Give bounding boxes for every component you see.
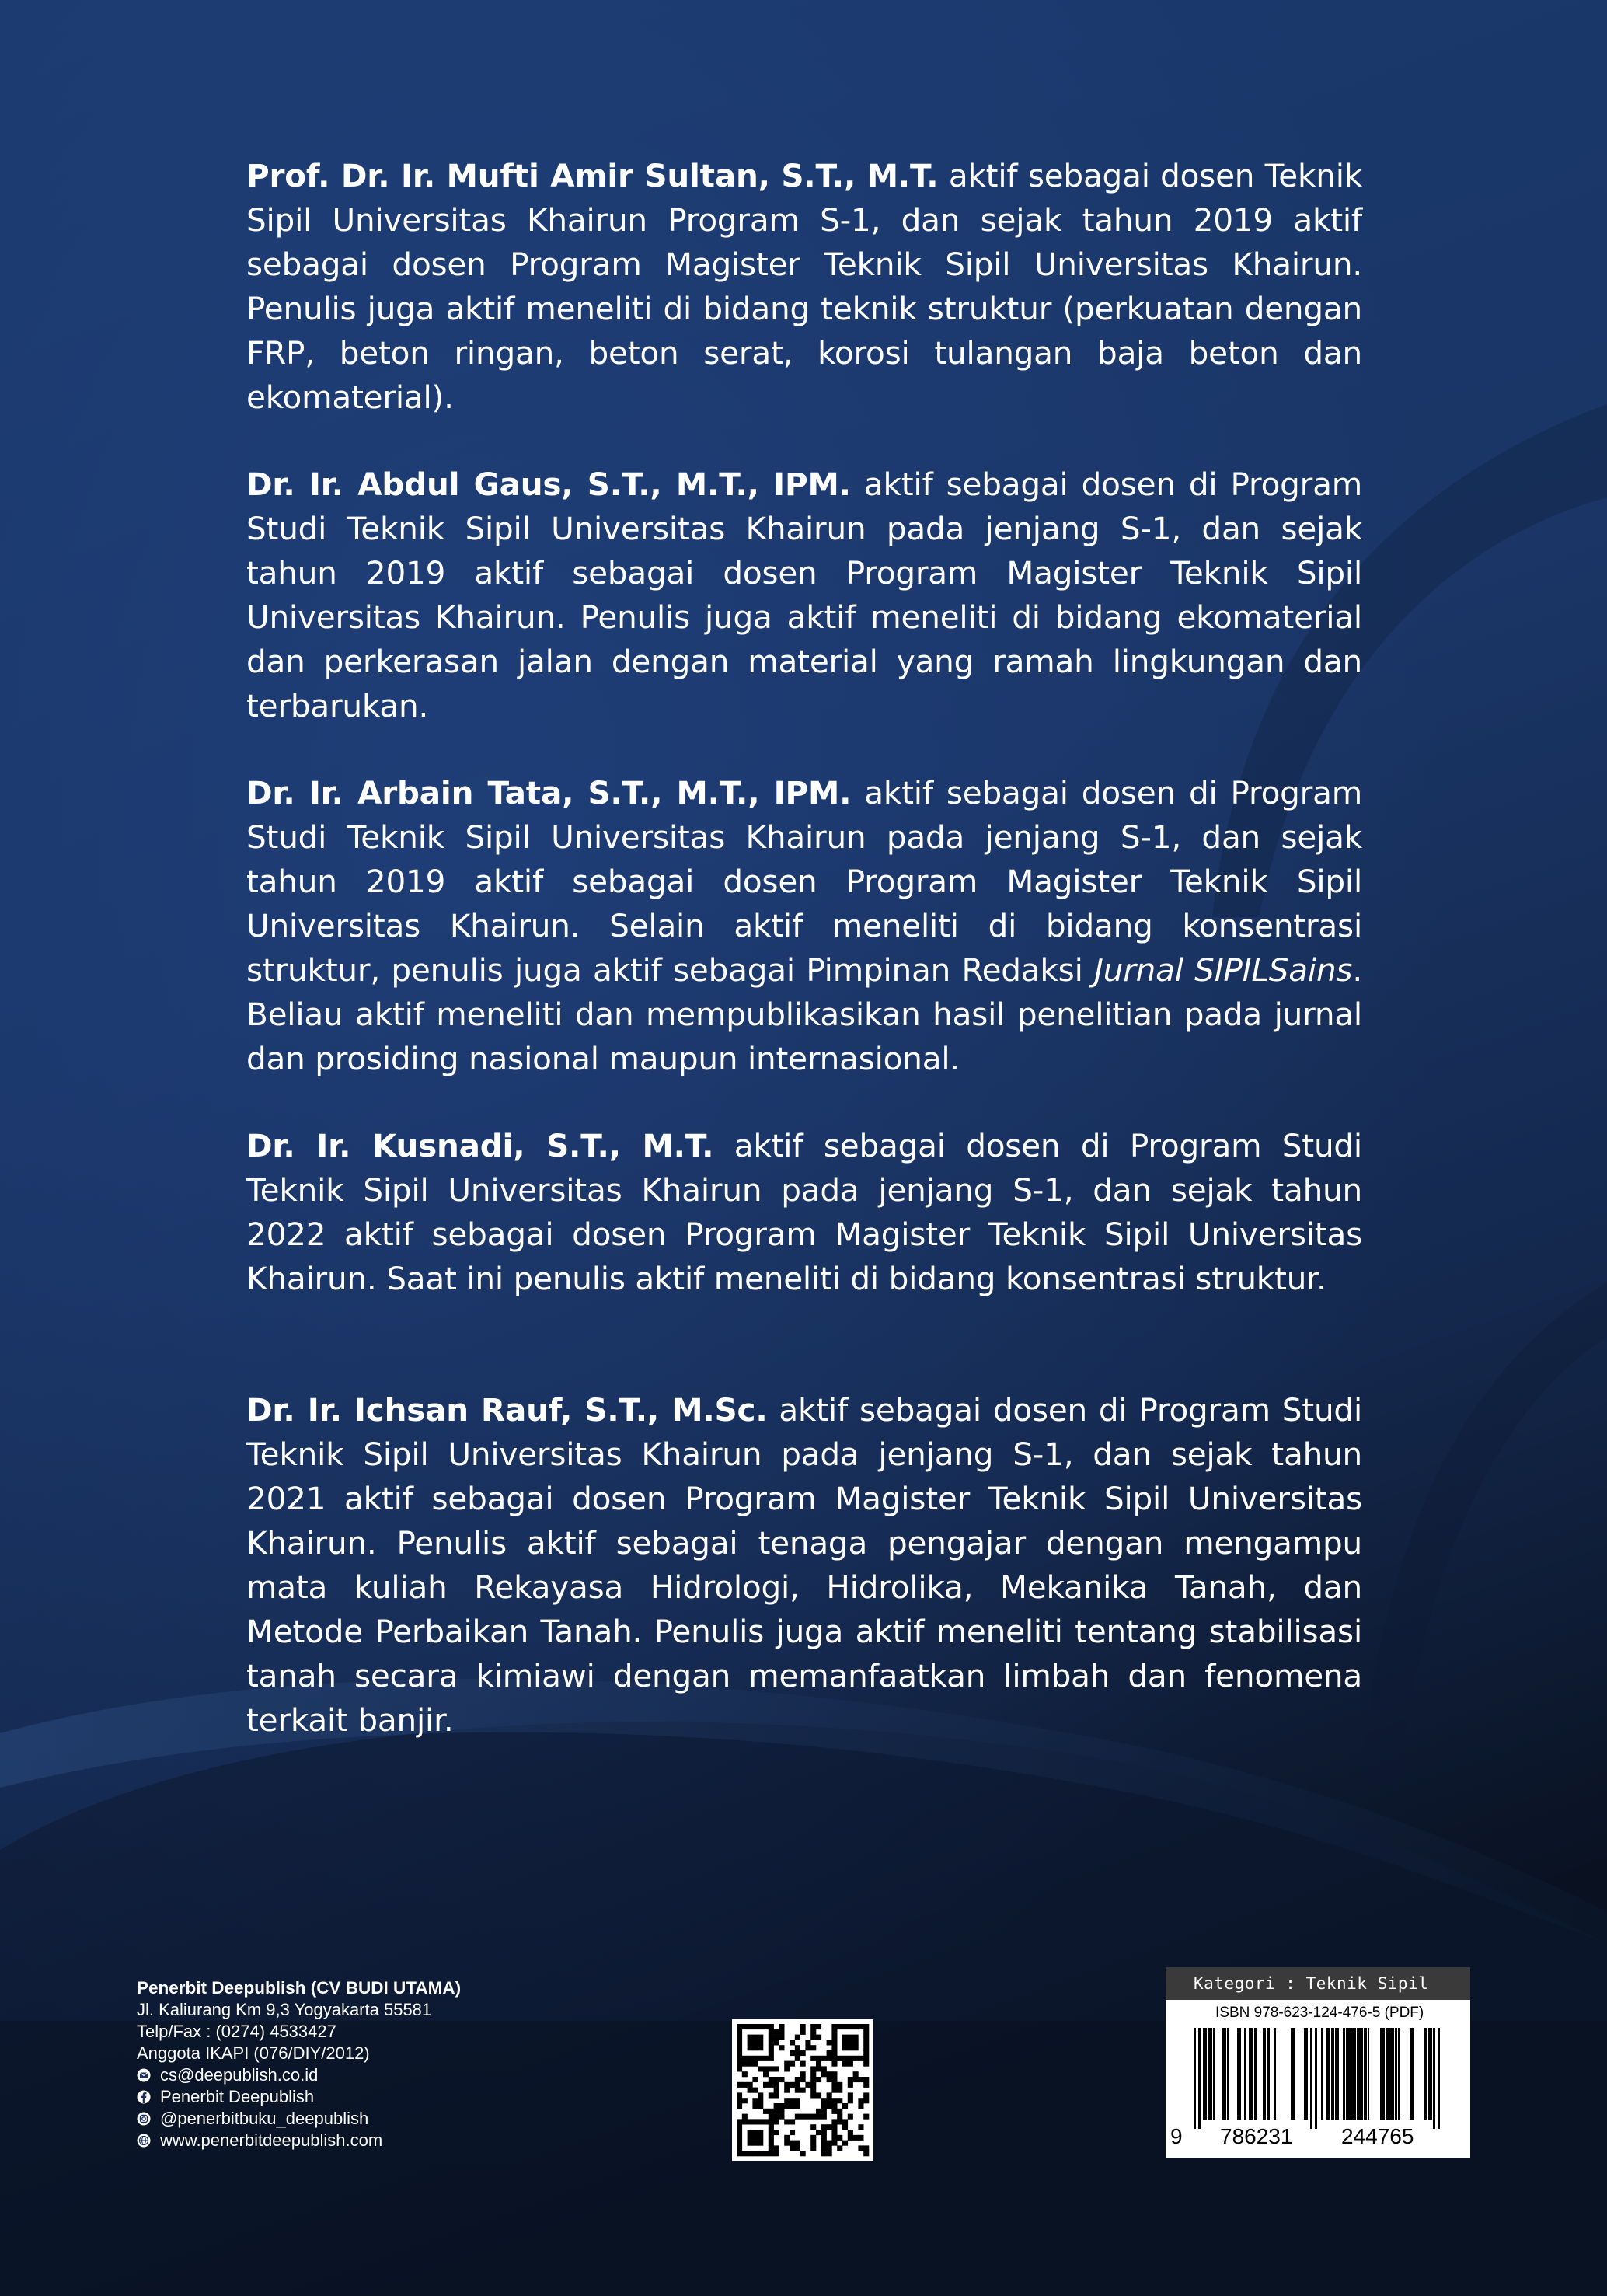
instagram-icon [137,2112,151,2126]
isbn-box [1166,1967,1470,2158]
bio-abdul-gaus: Dr. Ir. Abdul Gaus, S.T., M.T., IPM. aktif sebagai dosen di Program Studi Teknik Sipil Universitas Khairun pada jenjang S-1, dan sejak tahun 2019 aktif sebagai dosen Program Magister Teknik Sipil Universitas Khairun. Penulis juga aktif meneliti di bidang ekomaterial dan perkerasan jalan dengan material yang ramah lingkungan dan terbarukan. [246,466,1362,724]
category-label: Kategori : Teknik Sipil [1166,1967,1470,2000]
author-name: Dr. Ir. Kusnadi, S.T., M.T. [246,1127,714,1164]
author-name: Prof. Dr. Ir. Mufti Amir Sultan, S.T., M.T. [246,157,939,194]
bio-ichsan-rauf: Dr. Ir. Ichsan Rauf, S.T., M.Sc. aktif sebagai dosen di Program Studi Teknik Sipil Universitas Khairun pada jenjang S-1, dan sejak tahun 2021 aktif sebagai dosen Program Magister Teknik Sipil Universitas Khairun. Penulis aktif sebagai tenaga pengajar dengan mengampu mata kuliah Rekayasa Hidrologi, Hidrolika, Mekanika Tanah, dan Metode Perbaikan Tanah. Penulis juga aktif meneliti tentang stabilisasi tanah secara kimiawi dengan memanfaatkan limbah dan fenomena terkait banjir. [246,1391,1362,1739]
publisher-info [137,1977,541,2151]
email-icon [137,2068,151,2082]
author-name: Dr. Ir. Abdul Gaus, S.T., M.T., IPM. [246,466,851,503]
publisher-member: Anggota IKAPI (076/DIY/2012) [137,2043,370,2063]
barcode-digit-lead: 9 [1170,2124,1183,2148]
isbn-number: ISBN 978-623-124-476-5 (PDF) [1215,2005,1424,2021]
publisher-phone: Telp/Fax : (0274) 4533427 [137,2022,336,2041]
contact-website: www.penerbitdeepublish.com [137,2130,541,2151]
barcode-digits-right: 244765 [1341,2124,1414,2148]
publisher-address: Jl. Kaliurang Km 9,3 Yogyakarta 55581 [137,2000,432,2019]
author-bios [246,154,1362,1743]
qr-code-icon[interactable] [732,2019,873,2161]
barcode-area [1166,2000,1470,2158]
contact-facebook: Penerbit Deepublish [137,2086,541,2108]
facebook-icon [137,2090,151,2104]
author-name: Dr. Ir. Arbain Tata, S.T., M.T., IPM. [246,774,852,811]
globe-icon [137,2134,151,2148]
contact-email: cs@deepublish.co.id [137,2064,541,2086]
contact-instagram: @penerbitbuku_deepublish [137,2108,541,2130]
bio-mufti: Prof. Dr. Ir. Mufti Amir Sultan, S.T., M.T. aktif sebagai dosen Teknik Sipil Universitas Khairun Program S-1, dan sejak tahun 2019 aktif sebagai dosen Program Magister Teknik Sipil Universitas Khairun. Penulis juga aktif meneliti di bidang teknik struktur (perkuatan dengan FRP, beton ringan, beton serat, korosi tulangan baja beton dan ekomaterial). [246,157,1363,416]
author-name: Dr. Ir. Ichsan Rauf, S.T., M.Sc. [246,1391,768,1429]
journal-name: Jurnal SIPILSains [1094,951,1353,989]
barcode-icon [1183,2028,1453,2129]
publisher-name: Penerbit Deepublish (CV BUDI UTAMA) [137,1978,462,1998]
bio-kusnadi: Dr. Ir. Kusnadi, S.T., M.T. aktif sebagai dosen di Program Studi Teknik Sipil Universitas Khairun pada jenjang S-1, dan sejak tahun 2022 aktif sebagai dosen Program Magister Teknik Sipil Universitas Khairun. Saat ini penulis aktif meneliti di bidang konsentrasi struktur. [246,1127,1362,1297]
bio-arbain-tata: Dr. Ir. Arbain Tata, S.T., M.T., IPM. aktif sebagai dosen di Program Studi Teknik Sipil Universitas Khairun pada jenjang S-1, dan sejak tahun 2019 aktif sebagai dosen Program Magister Teknik Sipil Universitas Khairun. Selain aktif meneliti di bidang konsentrasi struktur, penulis juga aktif sebagai Pimpinan Redaksi Jurnal SIPILSains. Beliau aktif meneliti dan mempublikasikan hasil penelitian pada jurnal dan prosiding nasional maupun internasional. [246,774,1362,1077]
barcode-digits-left: 786231 [1220,2124,1293,2148]
